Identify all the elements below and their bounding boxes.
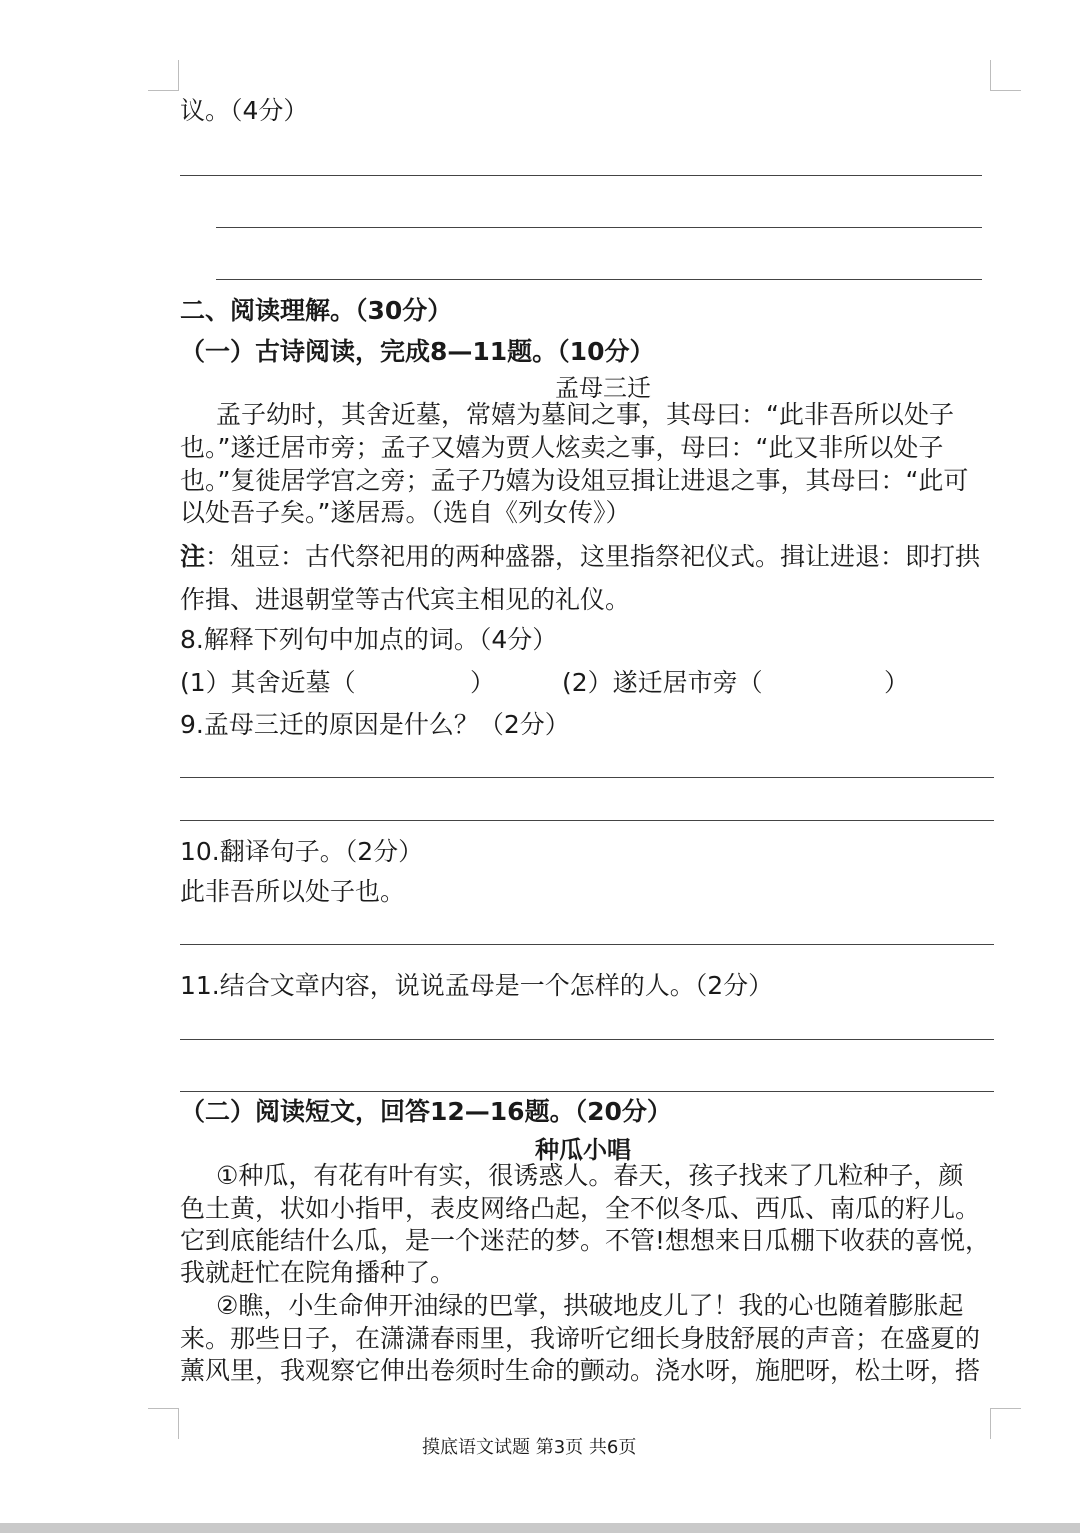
answer-line xyxy=(180,944,994,945)
answer-line xyxy=(180,1039,994,1040)
page-footer: 摸底语文试题 第3页 共6页 xyxy=(422,1437,637,1458)
essay-line: ①种瓜，有花有叶有实，很诱惑人。春天，孩子找来了几粒种子，颜 xyxy=(216,1161,964,1190)
essay-line: ②瞧，小生命伸开油绿的巴掌，拱破地皮儿了！我的心也随着膨胀起 xyxy=(216,1291,964,1320)
top-fragment: 议。（4分） xyxy=(180,96,309,125)
answer-blank-close: ） xyxy=(884,668,910,697)
answer-line xyxy=(216,279,982,280)
passage-line: 也。”遂迁居市旁；孟子又嬉为贾人炫卖之事，母曰：“此又非所以处子 xyxy=(180,433,944,462)
question-11: 11.结合文章内容，说说孟母是一个怎样的人。（2分） xyxy=(180,971,774,1000)
answer-line xyxy=(180,175,982,176)
essay-line: 色土黄，状如小指甲，表皮网络凸起，全不似冬瓜、西瓜、南瓜的籽儿。 xyxy=(180,1194,981,1223)
passage-line: 孟子幼时，其舍近墓，常嬉为墓间之事，其母曰：“此非吾所以处子 xyxy=(216,400,954,429)
essay-line: 来。那些日子，在潇潇春雨里，我谛听它细长身肢舒展的声音；在盛夏的 xyxy=(180,1324,981,1353)
note-continued: 作揖、进退朝堂等古代宾主相见的礼仪。 xyxy=(180,585,631,614)
essay-line: 我就赶忙在院角播种了。 xyxy=(180,1258,456,1287)
part1-heading: （一）古诗阅读，完成8—11题。（10分） xyxy=(180,337,655,366)
part2-heading: （二）阅读短文，回答12—16题。（20分） xyxy=(180,1097,672,1126)
passage-line: 也。”复徙居学宫之旁；孟子乃嬉为设俎豆揖让进退之事，其母曰：“此可 xyxy=(180,466,969,495)
note xyxy=(180,541,980,573)
question-8-item-2: (2）遂迁居市旁（ xyxy=(562,668,763,697)
crop-mark-top-right xyxy=(990,60,1021,91)
essay-title: 种瓜小唱 xyxy=(535,1136,631,1164)
crop-mark-bottom-right xyxy=(990,1408,1021,1439)
answer-line xyxy=(180,820,994,821)
note-text: ：俎豆：古代祭祀用的两种盛器，这里指祭祀仪式。揖让进退：即打拱 xyxy=(205,542,981,571)
question-10-sentence: 此非吾所以处子也。 xyxy=(180,877,406,906)
answer-line xyxy=(180,1091,994,1092)
answer-line xyxy=(180,777,994,778)
question-8: 8.解释下列句中加点的词。（4分） xyxy=(180,625,558,654)
section-heading: 二、阅读理解。（30分） xyxy=(180,296,453,325)
crop-mark-bottom-left xyxy=(148,1408,179,1439)
essay-line: 它到底能结什么瓜，是一个迷茫的梦。不管!想想来日瓜棚下收获的喜悦， xyxy=(180,1226,991,1255)
passage-line: 以处吾子矣。”遂居焉。（选自《列女传》） xyxy=(180,498,631,527)
crop-mark-top-left xyxy=(148,60,179,91)
poem-title: 孟母三迁 xyxy=(555,374,651,402)
essay-line: 薰风里，我观察它伸出卷须时生命的颤动。浇水呀，施肥呀，松土呀，搭 xyxy=(180,1356,981,1385)
question-10: 10.翻译句子。（2分） xyxy=(180,837,424,866)
answer-line xyxy=(216,227,982,228)
viewer-bottom-bar xyxy=(0,1523,1080,1533)
question-8-item-1: (1）其舍近墓（ xyxy=(180,668,356,697)
answer-blank-close: ） xyxy=(470,668,496,697)
note-label: 注 xyxy=(180,542,206,571)
question-9: 9.孟母三迁的原因是什么？（2分） xyxy=(180,710,570,739)
